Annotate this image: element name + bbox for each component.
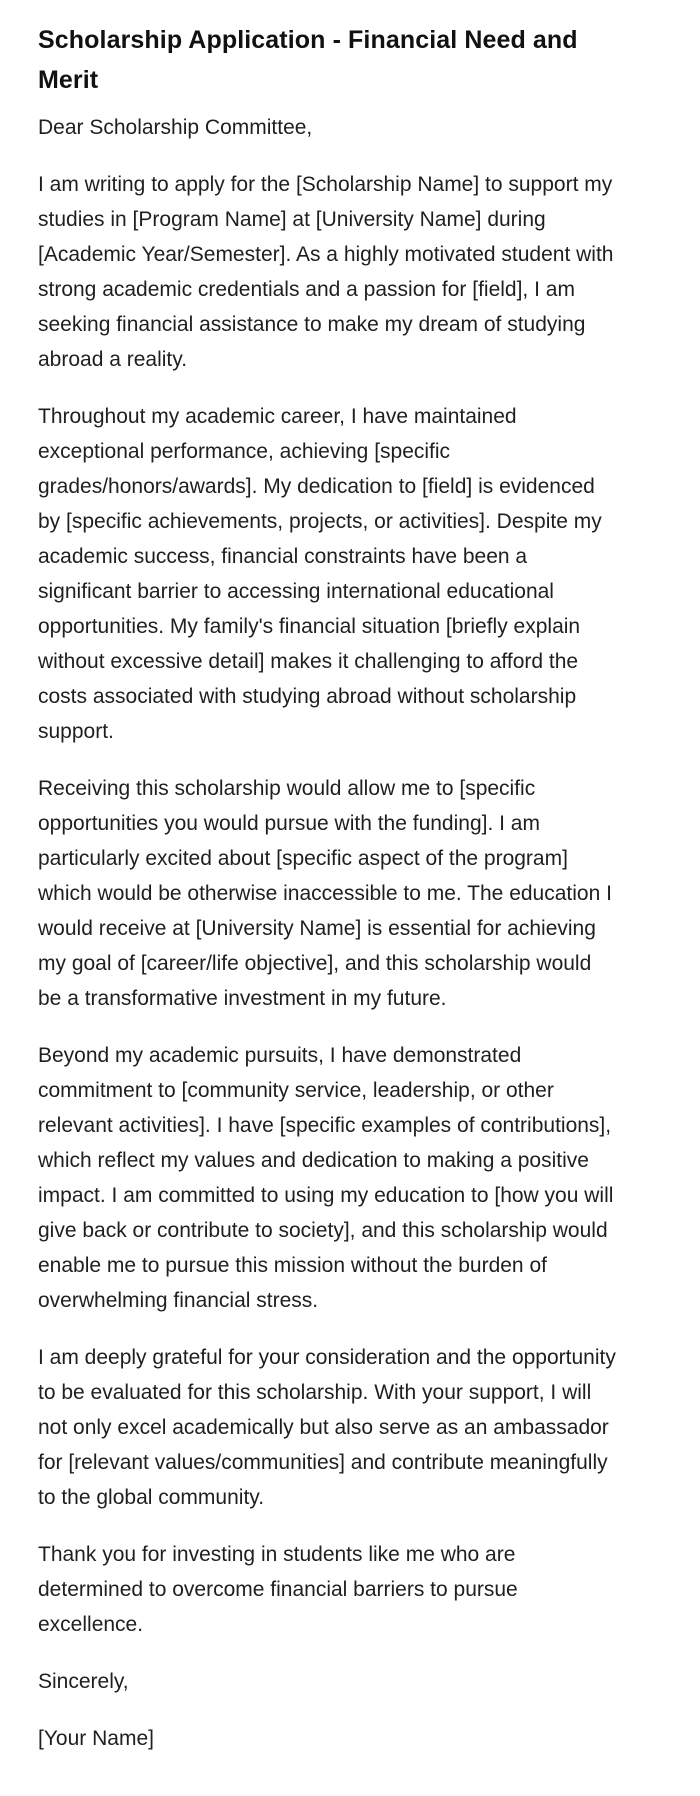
- closing: Sincerely,: [38, 1670, 129, 1693]
- body-paragraph-community-commitment: Beyond my academic pursuits, I have demonstrated commitment to [community service, leadership, or other relevant activities]. I have [specific examples of contributions], which reflect my values and dedication to making a positive impact. I am committed to using my education to [how you will give back or contribute to society], and this scholarship would enable me to pursue this mission without the burden of overwhelming financial stress.: [38, 1044, 614, 1312]
- body-paragraph-academic-record: Throughout my academic career, I have maintained exceptional performance, achieving [specific grades/honors/awards]. My dedication to [field] is evidenced by [specific achievements, projects, or activities]. Despite my academic success, financial constraints have been a significant barrier to accessing international educational opportunities. My family's financial situation [briefly explain without excessive detail] makes it challenging to afford the costs associated with studying abroad without scholarship support.: [38, 405, 602, 743]
- body-paragraph-intro: I am writing to apply for the [Scholarship Name] to support my studies in [Program Name] at [University Name] during [Academic Year/Semester]. As a highly motivated student with strong academic credentials and a passion for [field], I am seeking financial assistance to make my dream of studying abroad a reality.: [38, 173, 614, 371]
- salutation: Dear Scholarship Committee,: [38, 116, 313, 139]
- body-paragraph-gratitude: I am deeply grateful for your consideration and the opportunity to be evaluated for this scholarship. With your support, I will not only excel academically but also serve as an ambassador for [relevant values/communities] and contribute meaningfully to the global community.: [38, 1346, 616, 1509]
- letter-title: Scholarship Application - Financial Need and Merit: [38, 26, 578, 94]
- body-paragraph-scholarship-impact: Receiving this scholarship would allow me to [specific opportunities you would pursue with the funding]. I am particularly excited about [specific aspect of the program] which would be otherwise inaccessible to me. The education I would receive at [University Name] is essential for achieving my goal of [career/life objective], and this scholarship would be a transformative investment in my future.: [38, 777, 612, 1010]
- signature-placeholder: [Your Name]: [38, 1727, 154, 1750]
- body-paragraph-thanks: Thank you for investing in students like me who are determined to overcome financial barriers to pursue excellence.: [38, 1543, 518, 1636]
